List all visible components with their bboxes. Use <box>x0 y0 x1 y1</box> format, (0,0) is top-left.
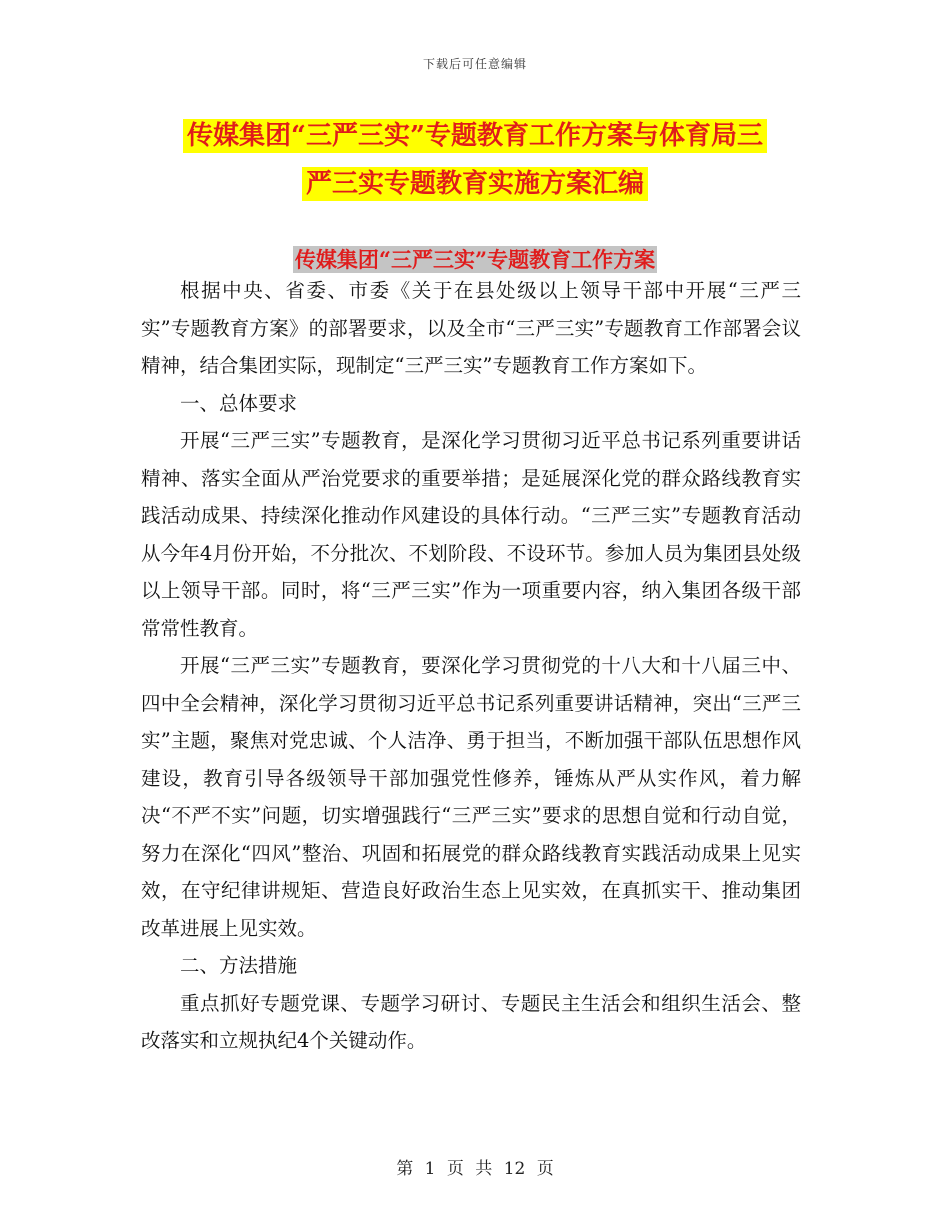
heading-general-requirements: 一、总体要求 <box>180 391 298 415</box>
body-text <box>141 272 801 1060</box>
header-note: 下载后可任意编辑 <box>422 57 527 71</box>
heading-methods: 二、方法措施 <box>180 954 298 977</box>
document-title <box>0 112 950 208</box>
paragraph-methods: 重点抓好专题党课、专题学习研讨、专题民主生活会和组织生活会、整改落实和立规执纪4个关键动作。 <box>141 991 801 1052</box>
page-number-footer: 第 1 页 共 12 页 <box>396 1159 554 1179</box>
document-title-line-2: 严三实专题教育实施方案汇编 <box>302 167 648 201</box>
paragraph-requirements-2: 开展“三严三实”专题教育，要深化学习贯彻党的十八大和十八届三中、四中全会精神，深化学习贯彻习近平总书记系列重要讲话精神，突出“三严三实”主题，聚焦对党忠诚、个人洁净、勇于担当，不断加强干部队伍思想作风建设，教育引导各级领导干部加强党性修养，锤炼从严从实作风，着力解决“不严不实”问题，切实增强践行“三严三实”要求的思想自觉和行动自觉，努力在深化“四风”整治、巩固和拓展党的群众路线教育实践活动成果上见实效，在守纪律讲规矩、营造良好政治生态上见实效，在真抓实干、推动集团改革进展上见实效。 <box>141 654 801 940</box>
document-title-line-1: 传媒集团“三严三实”专题教育工作方案与体育局三 <box>183 119 767 153</box>
paragraph-requirements-1: 开展“三严三实”专题教育，是深化学习贯彻习近平总书记系列重要讲话精神、落实全面从严治党要求的重要举措；是延展深化党的群众路线教育实践活动成果、持续深化推动作风建设的具体行动。“三严三实”专题教育活动从今年4月份开始，不分批次、不划阶段、不设环节。参加人员为集团县处级以上领导干部。同时，将“三严三实”作为一项重要内容，纳入集团各级干部常常性教育。 <box>141 429 801 640</box>
paragraph-intro: 根据中央、省委、市委《关于在县处级以上领导干部中开展“三严三实”专题教育方案》的部署要求，以及全市“三严三实”专题教育工作部署会议精神，结合集团实际，现制定“三严三实”专题教育工作方案如下。 <box>141 279 801 377</box>
section-title-text: 传媒集团“三严三实”专题教育工作方案 <box>294 247 656 272</box>
section-title <box>0 246 950 274</box>
